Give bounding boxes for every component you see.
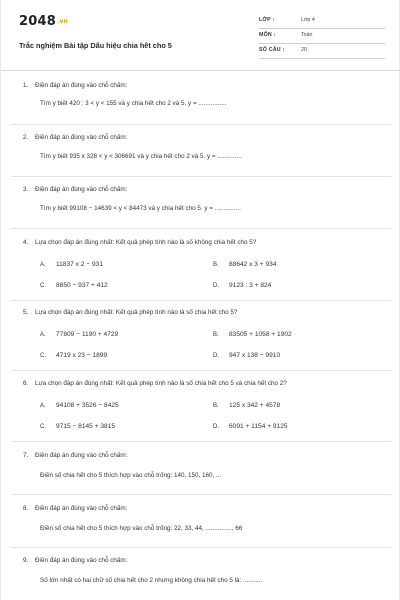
question-prompt: Điền đáp án đúng vào chỗ chấm: <box>35 452 128 459</box>
option-c[interactable] <box>40 423 115 430</box>
option-text: 125 x 342 + 4578 <box>229 402 281 409</box>
option-text: 8850 − 937 + 412 <box>56 282 108 289</box>
question-number: 8. <box>23 505 29 512</box>
option-text: 9715 − 8145 + 3815 <box>56 423 116 430</box>
question-text: Tìm y biết 420 : 3 < y < 155 và y chia hết cho 2 và 5. y = ................ <box>40 100 227 107</box>
option-a[interactable] <box>40 402 119 409</box>
question-prompt: Lựa chọn đáp án đúng nhất: Kết quả phép tính nào là số chia hết cho 5? <box>35 309 238 316</box>
option-text: 88642 x 3 + 934 <box>229 261 277 268</box>
option-letter: B. <box>213 262 219 268</box>
option-c[interactable] <box>40 352 107 359</box>
option-c[interactable] <box>40 282 108 289</box>
question-divider <box>11 176 391 177</box>
option-letter: A. <box>40 262 46 268</box>
header-divider <box>1 70 400 71</box>
option-letter: B. <box>213 332 219 338</box>
question-text: Điền số chia hết cho 5 thích hợp vào chỗ trống: 140, 150, 160, ... <box>40 472 222 479</box>
question-text: Số lớn nhất có hai chữ số chia hết cho 2 nhưng không chia hết cho 5 là: ........... <box>40 577 263 584</box>
question-number: 9. <box>23 557 29 564</box>
logo-suffix: .vn <box>56 18 69 25</box>
question-prompt: Điền đáp án đúng vào chỗ chấm: <box>35 134 128 141</box>
question-prompt: Điền đáp án đúng vào chỗ chấm: <box>35 557 128 564</box>
option-b[interactable] <box>213 402 280 409</box>
option-letter: B. <box>213 403 219 409</box>
question-prompt: Lựa chọn đáp án đúng nhất: Kết quả phép tính nào là số chia hết cho 5 và chia hết cho 2? <box>35 380 287 387</box>
option-letter: C. <box>40 283 46 289</box>
question-divider <box>11 494 391 495</box>
option-text: 9123 : 3 + 824 <box>229 282 272 289</box>
question-number: 2. <box>23 134 29 141</box>
question-text: Tìm y biết 935 x 328 < y < 306691 và y chia hết cho 2 và 5. y = .............. <box>40 153 242 160</box>
option-letter: A. <box>40 403 46 409</box>
option-text: 4719 x 23 − 1899 <box>56 352 108 359</box>
worksheet-header <box>19 10 385 72</box>
site-logo[interactable] <box>19 14 68 29</box>
option-letter: D. <box>213 424 219 430</box>
option-d[interactable] <box>213 352 280 359</box>
question-text: Tìm y biết 99108 − 14639 < y < 84473 và y chia hết cho 5. y = ............... <box>40 205 241 212</box>
option-letter: C. <box>40 424 46 430</box>
meta-row-question-count <box>259 44 385 59</box>
meta-label: LỚP : <box>259 17 275 23</box>
meta-value: Toán <box>301 32 313 38</box>
question-divider <box>11 228 391 229</box>
option-d[interactable] <box>213 423 288 430</box>
question-prompt: Điền đáp án đúng vào chỗ chấm: <box>35 82 128 89</box>
question-divider <box>11 124 391 125</box>
question-text: Điền số chia hết cho 5 thích hợp vào chỗ trống: 22, 33, 44, ..............., 66 <box>40 525 243 532</box>
logo-text: 2048 <box>19 14 56 29</box>
option-letter: A. <box>40 332 46 338</box>
option-text: 77809 − 1190 + 4729 <box>56 331 119 338</box>
option-text: 947 x 138 − 9910 <box>229 352 281 359</box>
question-number: 6. <box>23 380 29 387</box>
question-divider <box>11 370 391 371</box>
meta-row-subject <box>259 29 385 44</box>
option-text: 94108 + 3526 − 8425 <box>56 402 119 409</box>
meta-value: Lớp 4 <box>301 17 315 23</box>
option-a[interactable] <box>40 331 118 338</box>
question-divider <box>11 300 391 301</box>
question-number: 7. <box>23 452 29 459</box>
question-number: 5. <box>23 309 29 316</box>
option-text: 11837 x 2 − 931 <box>56 261 103 268</box>
question-divider <box>11 441 391 442</box>
question-prompt: Điền đáp án đúng vào chỗ chấm: <box>35 186 128 193</box>
meta-row-class <box>259 14 385 29</box>
question-prompt: Điền đáp án đúng vào chỗ chấm: <box>35 505 128 512</box>
page-title: Trắc nghiệm Bài tập Dấu hiệu chia hết cho 5 <box>19 41 172 50</box>
option-letter: C. <box>40 353 46 359</box>
question-number: 3. <box>23 186 29 193</box>
option-d[interactable] <box>213 282 271 289</box>
meta-info <box>259 14 385 59</box>
meta-label: MÔN : <box>259 32 276 38</box>
option-b[interactable] <box>213 331 292 338</box>
option-text: 6091 + 1154 + 9125 <box>229 423 288 430</box>
meta-label: SỐ CÂU : <box>259 47 285 53</box>
option-text: 83505 + 1058 + 1902 <box>229 331 292 338</box>
question-divider <box>11 547 391 548</box>
option-b[interactable] <box>213 261 276 268</box>
question-prompt: Lựa chọn đáp án đúng nhất: Kết quả phép tính nào là số không chia hết cho 5? <box>35 239 257 246</box>
option-letter: D. <box>213 353 219 359</box>
option-a[interactable] <box>40 261 103 268</box>
question-number: 4. <box>23 239 29 246</box>
meta-value: 20 <box>301 47 307 53</box>
option-letter: D. <box>213 283 219 289</box>
question-number: 1. <box>23 82 29 89</box>
